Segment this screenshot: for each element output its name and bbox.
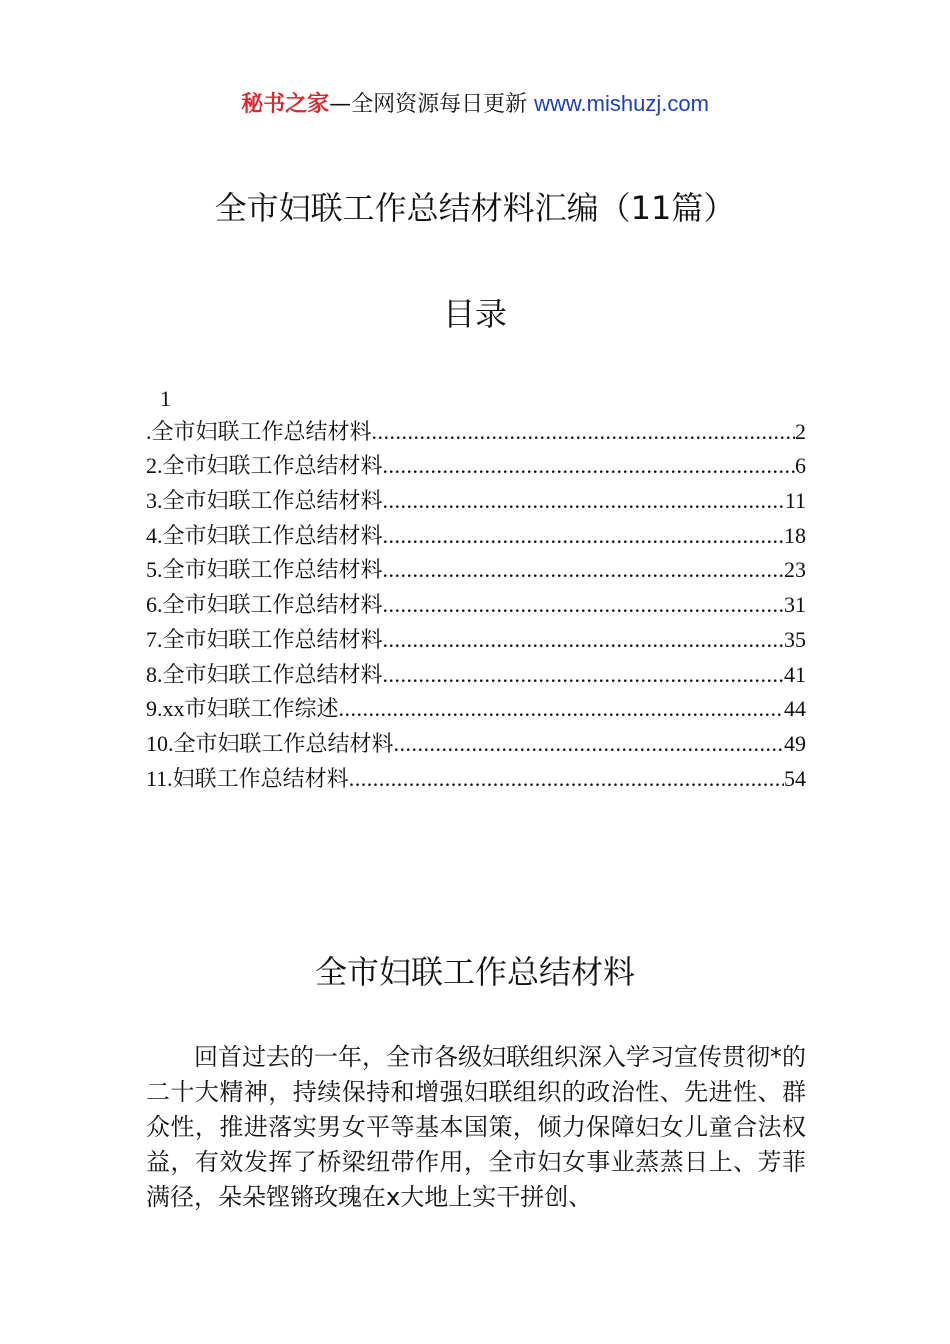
toc-dot-leader [349, 764, 784, 794]
toc-entry-label: 8.全市妇联工作总结材料 [146, 661, 383, 687]
toc-entry-page: 44 [784, 696, 806, 722]
toc-entry[interactable] [146, 759, 806, 794]
header-dash: — [329, 92, 352, 117]
toc-entry-page: 2 [795, 418, 806, 444]
toc-dot-leader [383, 660, 784, 690]
toc-entry-label: 9.xx市妇联工作综述 [146, 696, 339, 722]
toc-entry-label: 5.全市妇联工作总结材料 [146, 557, 383, 583]
toc-entry-page: 6 [795, 453, 806, 479]
toc-entry-page: 49 [784, 730, 806, 756]
toc-entry[interactable] [146, 551, 806, 586]
toc-entry[interactable] [146, 724, 806, 759]
toc-entry-label: 3.全市妇联工作总结材料 [146, 488, 383, 514]
toc-entry[interactable] [146, 412, 806, 447]
toc-entry[interactable] [146, 655, 806, 690]
toc-dot-leader [394, 729, 784, 759]
toc-entry-page: 23 [784, 557, 806, 583]
toc-entry-label: 6.全市妇联工作总结材料 [146, 592, 383, 618]
toc-stray-number: 1 [160, 386, 171, 411]
toc-entry-label: 11.妇联工作总结材料 [146, 765, 349, 791]
toc-entry-page: 54 [784, 765, 806, 791]
document-title: 全市妇联工作总结材料汇编（11篇） [214, 189, 736, 227]
toc-entry-page: 31 [784, 592, 806, 618]
toc-entry-label: 2.全市妇联工作总结材料 [146, 453, 383, 479]
toc-dot-leader [383, 590, 784, 620]
toc-dot-leader [383, 451, 795, 481]
toc-entry-page: 35 [784, 626, 806, 652]
toc-entry-label: 7.全市妇联工作总结材料 [146, 626, 383, 652]
body-paragraph: 回首过去的一年，全市各级妇联组织深入学习宣传贯彻*的二十大精神，持续保持和增强妇联组织的政治性、先进性、群众性，推进落实男女平等基本国策，倾力保障妇女儿童合法权益，有效发挥了桥梁纽带作用，全市妇女事业蒸蒸日上、芳菲满径，朵朵铿锵玫瑰在x大地上实干拼创、 [146, 1043, 806, 1211]
site-url-link[interactable]: www.mishuzj.com [534, 91, 709, 116]
section-title: 全市妇联工作总结材料 [314, 953, 635, 991]
toc-dot-leader [383, 555, 784, 585]
toc-entry[interactable] [146, 620, 806, 655]
site-header [0, 88, 950, 121]
toc-entry-page: 11 [784, 488, 806, 514]
toc-entry[interactable] [146, 481, 806, 516]
toc-entry-page: 18 [784, 522, 806, 548]
table-of-contents [146, 386, 806, 794]
toc-entry[interactable] [146, 447, 806, 482]
toc-dot-leader [383, 625, 784, 655]
brand-name: 秘书之家 [241, 92, 330, 117]
toc-entry-label: .全市妇联工作总结材料 [146, 418, 372, 444]
toc-entry[interactable] [146, 516, 806, 551]
toc-heading: 目录 [442, 295, 507, 333]
toc-dot-leader [339, 694, 784, 724]
toc-entry-label: 4.全市妇联工作总结材料 [146, 522, 383, 548]
header-tagline: 全网资源每日更新 [351, 92, 528, 117]
toc-dot-leader [383, 521, 784, 551]
toc-entry[interactable] [146, 690, 806, 725]
toc-dot-leader [383, 486, 785, 516]
toc-dot-leader [372, 417, 795, 447]
toc-entry[interactable] [146, 585, 806, 620]
toc-entry-page: 41 [784, 661, 806, 687]
toc-entry-label: 10.全市妇联工作总结材料 [146, 730, 394, 756]
